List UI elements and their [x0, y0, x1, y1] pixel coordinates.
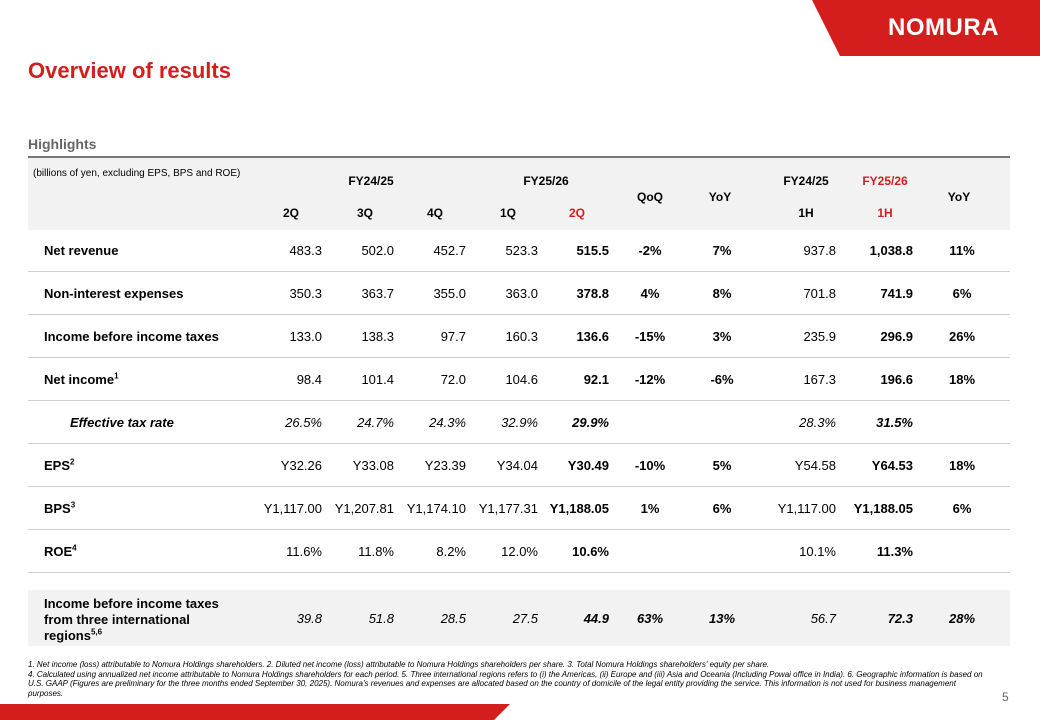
table-cell: 72.0 — [440, 372, 466, 387]
table-cell: 24.3% — [429, 415, 466, 430]
subheader-1q: 1Q — [499, 206, 516, 220]
table-cell: 18% — [948, 372, 976, 387]
table-cell: 6% — [952, 286, 972, 301]
table-cell: 160.3 — [505, 329, 538, 344]
table-cell: 378.8 — [576, 286, 609, 301]
row-divider — [28, 486, 1010, 487]
table-cell: 56.7 — [810, 611, 836, 626]
table-cell: 31.5% — [876, 415, 913, 430]
table-cell: 8.2% — [436, 544, 466, 559]
subheader-1h-fy2526: 1H — [877, 206, 893, 220]
table-cell: Y1,207.81 — [334, 501, 394, 516]
table-cell: Y1,117.00 — [777, 501, 836, 516]
table-cell: -12% — [634, 372, 666, 387]
table-cell: 63% — [636, 611, 664, 626]
header-fy2526-half: FY25/26 — [862, 174, 908, 188]
row-divider — [28, 443, 1010, 444]
table-cell: Y1,188.05 — [549, 501, 609, 516]
table-cell: 104.6 — [505, 372, 538, 387]
table-cell: 101.4 — [361, 372, 394, 387]
subheader-2q-fy2526: 2Q — [568, 206, 585, 220]
table-cell: 11.6% — [286, 544, 322, 559]
table-cell: 363.7 — [361, 286, 394, 301]
table-cell: 741.9 — [880, 286, 913, 301]
table-cell: 26.5% — [285, 415, 322, 430]
table-cell: 138.3 — [361, 329, 394, 344]
table-cell: Y30.49 — [567, 458, 609, 473]
row-divider — [28, 529, 1010, 530]
table-cell: 235.9 — [803, 329, 836, 344]
footnotes: 1. Net income (loss) attributable to Nomura Holdings shareholders. 2. Diluted net income (loss) attributable to Nomura Holdings shareholders per share. 3. Total Nomura Holdings shareholders' equity per share. 4. Calculated using annualized net income attributable to Nomura Holdings shareholders for each period. 5. Three international regions refers to (i) the Americas, (ii) Europe and (iii) Asia and Oceania (Including Powai office in India). 6. Geographic information is based on U.S. GAAP (Figures are preliminary for the three months ended September 30, 2025). Nomura's revenues and expenses are allocated based on the country of domicile of the legal entity providing the service. This information is not used for business management purposes. — [28, 660, 983, 698]
table-cell: Y1,188.05 — [853, 501, 913, 516]
table-cell: 937.8 — [803, 243, 836, 258]
table-cell: 6% — [952, 501, 972, 516]
table-cell: 196.6 — [880, 372, 913, 387]
table-cell: 12.0% — [501, 544, 538, 559]
table-cell: 1,038.8 — [869, 243, 913, 258]
table-cell: 350.3 — [289, 286, 322, 301]
table-cell: 92.1 — [583, 372, 609, 387]
header-fy2425-half: FY24/25 — [783, 174, 829, 188]
table-cell: 29.9% — [572, 415, 609, 430]
table-cell: 515.5 — [576, 243, 609, 258]
row-divider — [28, 314, 1010, 315]
table-cell: 11% — [949, 243, 975, 258]
page-number: 5 — [1002, 690, 1009, 704]
table-cell: 5% — [712, 458, 732, 473]
table-cell: 11.8% — [358, 544, 394, 559]
table-cell: 28.3% — [799, 415, 836, 430]
subheader-4q: 4Q — [426, 206, 443, 220]
table-cell: 4% — [640, 286, 660, 301]
table-cell: 1% — [640, 501, 660, 516]
footer-bar — [0, 704, 510, 720]
table-cell: 39.8 — [296, 611, 322, 626]
row-label: Net income$^1$ — [44, 371, 119, 387]
table-cell: 97.7 — [440, 329, 466, 344]
page-title: Overview of results — [28, 58, 231, 83]
row-label: ROE$^4$ — [44, 543, 77, 559]
table-cell: 51.8 — [368, 611, 394, 626]
table-cell: 523.3 — [505, 243, 538, 258]
table-cell: 452.7 — [433, 243, 466, 258]
subheader-1h-fy2425: 1H — [798, 206, 814, 220]
table-cell: 28.5 — [440, 611, 466, 626]
table-cell: 167.3 — [803, 372, 836, 387]
table-cell: -6% — [710, 372, 734, 387]
table-cell: 18% — [948, 458, 976, 473]
table-cell: 72.3 — [887, 611, 913, 626]
table-cell: 98.4 — [296, 372, 322, 387]
table-cell: 3% — [712, 329, 732, 344]
table-cell: 32.9% — [501, 415, 538, 430]
row-label: BPS$^3$ — [44, 500, 76, 516]
row-label: EPS$^2$ — [44, 457, 75, 473]
units-note: (billions of yen, excluding EPS, BPS and ROE) — [33, 168, 241, 179]
row-label: Effective tax rate — [70, 415, 174, 430]
table-cell: -2% — [638, 243, 662, 258]
table-cell: 10.1% — [799, 544, 836, 559]
table-cell: 10.6% — [572, 544, 609, 559]
header-fy2425: FY24/25 — [348, 174, 394, 188]
table-cell: 8% — [712, 286, 732, 301]
table-cell: 27.5 — [512, 611, 538, 626]
table-cell: -15% — [634, 329, 666, 344]
table-cell: 6% — [712, 501, 732, 516]
header-fy2526: FY25/26 — [523, 174, 569, 188]
table-cell: 133.0 — [289, 329, 322, 344]
nomura-logo: NOMURA — [888, 14, 999, 41]
table-cell: Y33.08 — [352, 458, 394, 473]
table-cell: -10% — [634, 458, 666, 473]
table-cell: Y1,174.10 — [406, 501, 466, 516]
subheader-3q: 3Q — [356, 206, 373, 220]
table-cell: Y64.53 — [871, 458, 913, 473]
table-cell: Y54.58 — [794, 458, 836, 473]
table-cell: 7% — [712, 243, 732, 258]
row-label: Income before income taxes — [44, 329, 219, 344]
row-divider — [28, 357, 1010, 358]
row-label: Non-interest expenses — [44, 286, 184, 301]
table-cell: Y32.26 — [280, 458, 322, 473]
table-cell: 24.7% — [357, 415, 394, 430]
international-row-label: Income before income taxes from three international regions$^{5,6}$ — [44, 596, 219, 643]
row-divider — [28, 400, 1010, 401]
header-yoy: YoY — [708, 190, 732, 204]
table-cell: 502.0 — [361, 243, 394, 258]
section-title: Highlights — [28, 136, 97, 152]
table-cell: 363.0 — [505, 286, 538, 301]
table-cell: 355.0 — [433, 286, 466, 301]
header-qoq: QoQ — [637, 190, 663, 204]
row-label: Net revenue — [44, 243, 119, 258]
table-cell: 28% — [948, 611, 976, 626]
table-cell: 701.8 — [803, 286, 836, 301]
table-cell: Y34.04 — [496, 458, 538, 473]
table-cell: 26% — [948, 329, 976, 344]
table-cell: 44.9 — [583, 611, 609, 626]
table-cell: Y1,117.00 — [263, 501, 322, 516]
table-cell: 11.3% — [876, 544, 913, 559]
table-cell: 483.3 — [289, 243, 322, 258]
row-divider — [28, 271, 1010, 272]
table-cell: Y1,177.31 — [478, 501, 538, 516]
table-cell: Y23.39 — [424, 458, 466, 473]
row-divider — [28, 572, 1010, 573]
subheader-2q-fy2425: 2Q — [282, 206, 299, 220]
table-cell: 13% — [708, 611, 736, 626]
table-cell: 296.9 — [880, 329, 913, 344]
header-yoy-half: YoY — [947, 190, 971, 204]
table-cell: 136.6 — [576, 329, 609, 344]
